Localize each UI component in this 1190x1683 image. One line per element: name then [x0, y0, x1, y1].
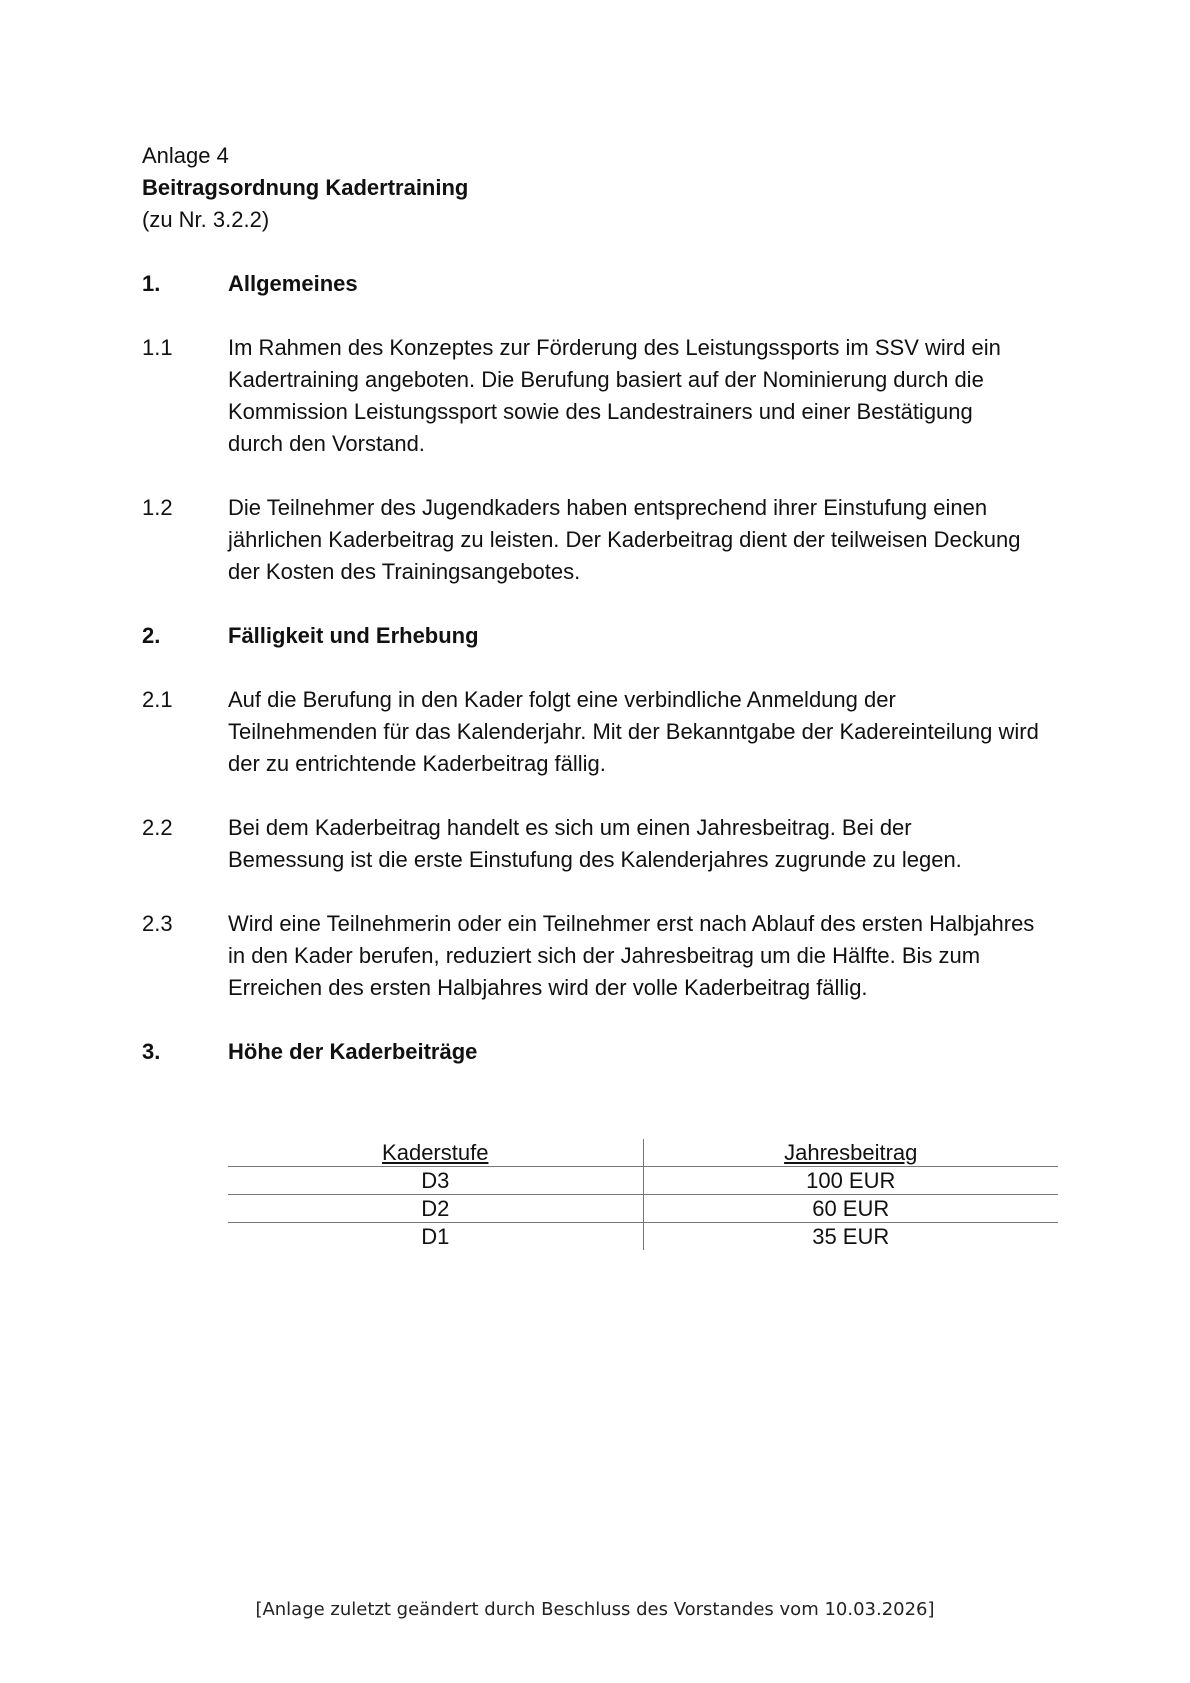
table-cell-fee: 100 EUR	[643, 1167, 1058, 1195]
paragraph-2-3	[142, 908, 1057, 1004]
reference-note: (zu Nr. 3.2.2)	[142, 207, 270, 232]
table-row	[228, 1195, 1058, 1223]
section-number: 3.	[142, 1039, 161, 1064]
paragraph-number: 1.1	[142, 335, 173, 360]
section-title: Höhe der Kaderbeiträge	[228, 1039, 478, 1064]
table-cell-fee: 60 EUR	[643, 1195, 1058, 1223]
paragraph-text: Im Rahmen des Konzeptes zur Förderung des Leistungssports im SSV wird ein Kadertraining angeboten. Die Berufung basiert auf der Nominierung durch die Kommission Leistungssport sowie des Landestrainers und einer Bestätigung durch den Vorstand.	[228, 335, 1001, 456]
paragraph-number: 1.2	[142, 495, 173, 520]
paragraph-2-2	[142, 812, 1057, 876]
document-body	[142, 140, 1057, 1068]
paragraph-text: Bei dem Kaderbeitrag handelt es sich um einen Jahresbeitrag. Bei der Bemessung ist die erste Einstufung des Kalenderjahres zugrunde zu legen.	[228, 815, 962, 872]
section-number: 2.	[142, 623, 161, 648]
section-heading-1	[142, 268, 1057, 300]
section-number: 1.	[142, 271, 161, 296]
paragraph-number: 2.2	[142, 815, 173, 840]
column-header-kaderstufe: Kaderstufe	[228, 1139, 643, 1167]
table-cell-level: D3	[228, 1167, 643, 1195]
section-heading-3	[142, 1036, 1057, 1068]
table-cell-level: D1	[228, 1223, 643, 1251]
paragraph-2-1	[142, 684, 1057, 780]
table-cell-level: D2	[228, 1195, 643, 1223]
section-heading-2	[142, 620, 1057, 652]
section-title: Allgemeines	[228, 271, 358, 296]
table-header-row	[228, 1139, 1058, 1167]
document-title: Beitragsordnung Kadertraining	[142, 175, 469, 200]
paragraph-text: Auf die Berufung in den Kader folgt eine verbindliche Anmeldung der Teilnehmenden für das Kalenderjahr. Mit der Bekanntgabe der Kadereinteilung wird der zu entrichtende Kaderbeitrag fällig.	[228, 687, 1039, 776]
paragraph-number: 2.1	[142, 687, 173, 712]
table-row	[228, 1223, 1058, 1251]
paragraph-1-2	[142, 492, 1057, 588]
table-row	[228, 1167, 1058, 1195]
paragraph-text: Die Teilnehmer des Jugendkaders haben entsprechend ihrer Einstufung einen jährlichen Kaderbeitrag zu leisten. Der Kaderbeitrag dient der teilweisen Deckung der Kosten des Trainingsangebotes.	[228, 495, 1021, 584]
paragraph-text: Wird eine Teilnehmerin oder ein Teilnehmer erst nach Ablauf des ersten Halbjahres in den Kader berufen, reduziert sich der Jahresbeitrag um die Hälfte. Bis zum Erreichen des ersten Halbjahres wird der volle Kaderbeitrag fällig.	[228, 911, 1035, 1000]
column-header-jahresbeitrag: Jahresbeitrag	[643, 1139, 1058, 1167]
annex-label: Anlage 4	[142, 143, 229, 168]
paragraph-number: 2.3	[142, 911, 173, 936]
table-cell-fee: 35 EUR	[812, 1224, 890, 1249]
footer-note: [Anlage zuletzt geändert durch Beschluss des Vorstandes vom 10.03.2026]	[255, 1599, 935, 1620]
paragraph-1-1	[142, 332, 1057, 460]
section-title: Fälligkeit und Erhebung	[228, 623, 479, 648]
fee-table	[228, 1139, 1058, 1250]
